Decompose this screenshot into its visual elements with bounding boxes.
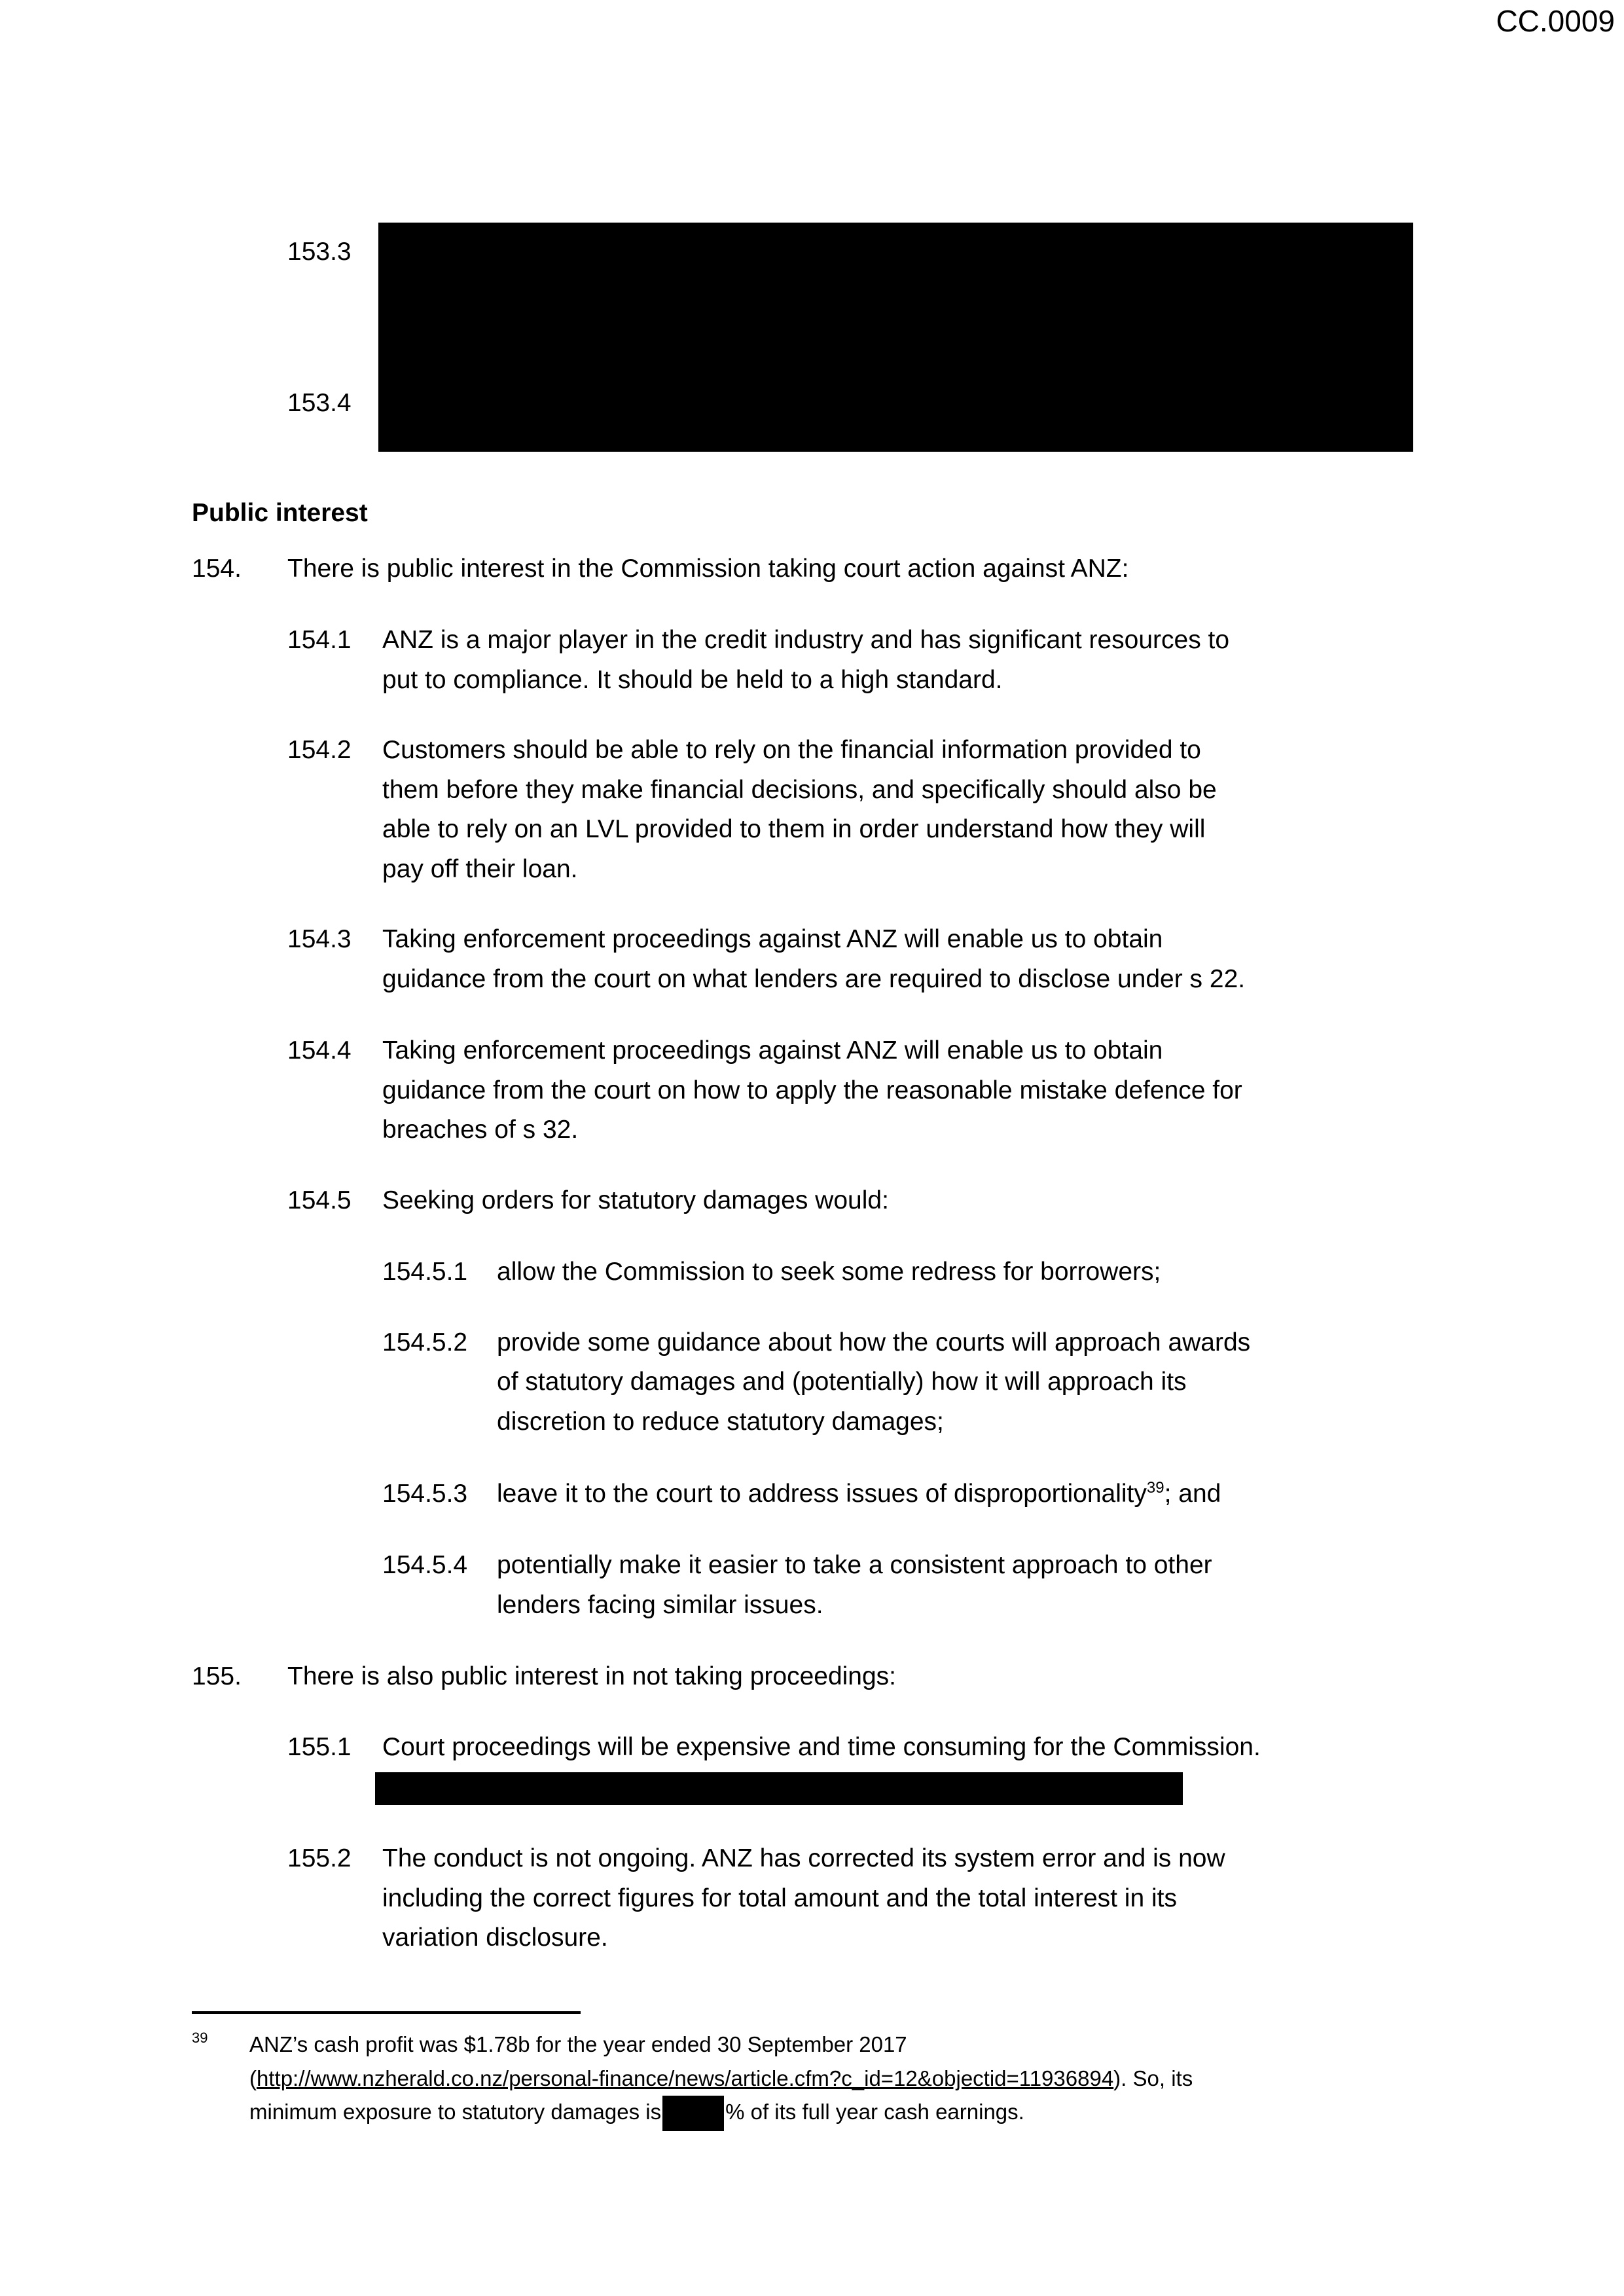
- item-number: 153.3: [287, 238, 352, 266]
- redaction-bar: [375, 1772, 1183, 1805]
- item-number: 154.5: [287, 1186, 352, 1214]
- item-line: guidance from the court on how to apply the reasonable mistake defence for: [382, 1076, 1242, 1104]
- item-number: 154.4: [287, 1036, 352, 1065]
- subitem-line: allow the Commission to seek some redress for borrowers;: [497, 1258, 1161, 1286]
- item-number: 153.4: [287, 389, 352, 417]
- footnote-text: ). So, its: [1113, 2066, 1193, 2090]
- item-line: put to compliance. It should be held to a high standard.: [382, 666, 1003, 694]
- footnote-reference[interactable]: 39: [1146, 1479, 1164, 1497]
- item-line: variation disclosure.: [382, 1923, 608, 1952]
- paragraph-number: 155.: [192, 1662, 242, 1690]
- subitem-line: [497, 1474, 1221, 1514]
- item-number: 154.1: [287, 626, 352, 654]
- item-line: them before they make financial decisions, and specifically should also be: [382, 776, 1217, 804]
- subitem-text: ; and: [1164, 1480, 1221, 1508]
- item-line: able to rely on an LVL provided to them in order understand how they will: [382, 815, 1206, 843]
- subitem-number: 154.5.1: [382, 1258, 468, 1286]
- footnote-line: [249, 2062, 1193, 2095]
- subitem-line: discretion to reduce statutory damages;: [497, 1408, 944, 1436]
- subitem-line: lenders facing similar issues.: [497, 1591, 823, 1619]
- paragraph-number: 154.: [192, 555, 242, 583]
- paragraph-text: There is public interest in the Commission taking court action against ANZ:: [287, 555, 1129, 583]
- item-line: Court proceedings will be expensive and time consuming for the Commission.: [382, 1733, 1261, 1761]
- footnote-separator: [192, 2011, 581, 2014]
- item-number: 154.3: [287, 925, 352, 953]
- item-line: breaches of s 32.: [382, 1116, 579, 1144]
- subitem-line: potentially make it easier to take a consistent approach to other: [497, 1551, 1212, 1579]
- item-line: pay off their loan.: [382, 855, 578, 883]
- redaction-block: [378, 223, 1413, 452]
- item-line: including the correct figures for total amount and the total interest in its: [382, 1884, 1177, 1912]
- footnote-line: [249, 2096, 1024, 2128]
- document-id: CC.0009: [1496, 4, 1615, 38]
- item-line: The conduct is not ongoing. ANZ has corrected its system error and is now: [382, 1844, 1225, 1872]
- item-number: 155.2: [287, 1844, 352, 1872]
- item-number: 155.1: [287, 1733, 352, 1761]
- footnote-text: (: [249, 2066, 257, 2090]
- item-line: Customers should be able to rely on the financial information provided to: [382, 736, 1201, 764]
- subitem-number: 154.5.2: [382, 1328, 468, 1357]
- subitem-line: provide some guidance about how the courts will approach awards: [497, 1328, 1251, 1357]
- item-line: Seeking orders for statutory damages would:: [382, 1186, 889, 1214]
- item-line: Taking enforcement proceedings against ANZ will enable us to obtain: [382, 925, 1163, 953]
- footnote-text: minimum exposure to statutory damages is: [249, 2100, 662, 2124]
- paragraph-text: There is also public interest in not taking proceedings:: [287, 1662, 897, 1690]
- item-line: ANZ is a major player in the credit industry and has significant resources to: [382, 626, 1230, 654]
- item-number: 154.2: [287, 736, 352, 764]
- subitem-line: of statutory damages and (potentially) how it will approach its: [497, 1368, 1187, 1396]
- item-line: Taking enforcement proceedings against ANZ will enable us to obtain: [382, 1036, 1163, 1065]
- section-heading: Public interest: [192, 499, 368, 527]
- footnote-number: 39: [192, 2030, 208, 2046]
- footnote-line: ANZ’s cash profit was $1.78b for the year ended 30 September 2017: [249, 2032, 907, 2056]
- footnote-text: % of its full year cash earnings.: [725, 2100, 1024, 2124]
- redaction-inline: [662, 2096, 724, 2131]
- subitem-number: 154.5.4: [382, 1551, 468, 1579]
- subitem-number: 154.5.3: [382, 1480, 468, 1508]
- subitem-text: leave it to the court to address issues of disproportionality: [497, 1480, 1147, 1508]
- footnote-link[interactable]: http://www.nzherald.co.nz/personal-finance/news/article.cfm?c_id=12&objectid=11936894: [257, 2066, 1114, 2090]
- item-line: guidance from the court on what lenders are required to disclose under s 22.: [382, 965, 1246, 993]
